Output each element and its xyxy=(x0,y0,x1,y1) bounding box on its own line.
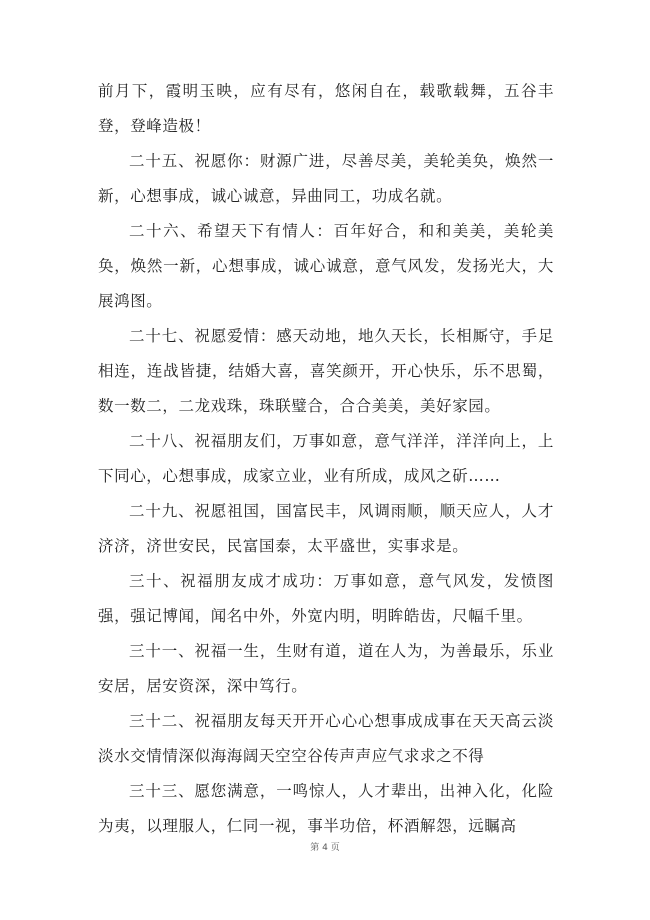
paragraph: 三十三、愿您满意，一鸣惊人，人才辈出，出神入化，化险为夷，以理服人，仁同一视，事半功倍，杯酒解怨，远瞩高 xyxy=(98,782,554,835)
paragraph: 二十六、希望天下有情人：百年好合，和和美美，美轮美奂，焕然一新，心想事成，诚心诚意，意气风发，发扬光大，大展鸿图。 xyxy=(98,222,554,310)
paragraph: 二十七、祝愿爱情：感天动地，地久天长，长相厮守，手足相连，连战皆捷，结婚大喜，喜笑颜开，开心快乐，乐不思蜀，数一数二，二龙戏珠，珠联璧合，合合美美，美好家园。 xyxy=(98,327,554,415)
document-body xyxy=(98,74,554,844)
paragraph: 三十、祝福朋友成才成功：万事如意，意气风发，发愤图强，强记博闻，闻名中外，外宽内明，明眸皓齿，尺幅千里。 xyxy=(98,572,554,625)
page-number: 第 4 页 xyxy=(310,843,340,853)
paragraph: 二十九、祝愿祖国，国富民丰，风调雨顺，顺天应人，人才济济，济世安民，民富国泰，太平盛世，实事求是。 xyxy=(98,502,554,555)
paragraph: 前月下，霞明玉映，应有尽有，悠闲自在，载歌载舞，五谷丰登，登峰造极！ xyxy=(98,82,554,135)
paragraph: 二十五、祝愿你：财源广进，尽善尽美，美轮美奂，焕然一新，心想事成，诚心诚意，异曲同工，功成名就。 xyxy=(98,152,554,205)
paragraph: 三十二、祝福朋友每天开开心心心想事成成事在天天高云淡淡水交情情深似海海阔天空空谷传声声应气求求之不得 xyxy=(98,712,554,765)
paragraph: 三十一、祝福一生，生财有道，道在人为，为善最乐，乐业安居，居安资深，深中笃行。 xyxy=(98,642,554,695)
paragraph: 二十八、祝福朋友们，万事如意，意气洋洋，洋洋向上，上下同心，心想事成，成家立业，业有所成，成风之斫…… xyxy=(98,432,554,485)
